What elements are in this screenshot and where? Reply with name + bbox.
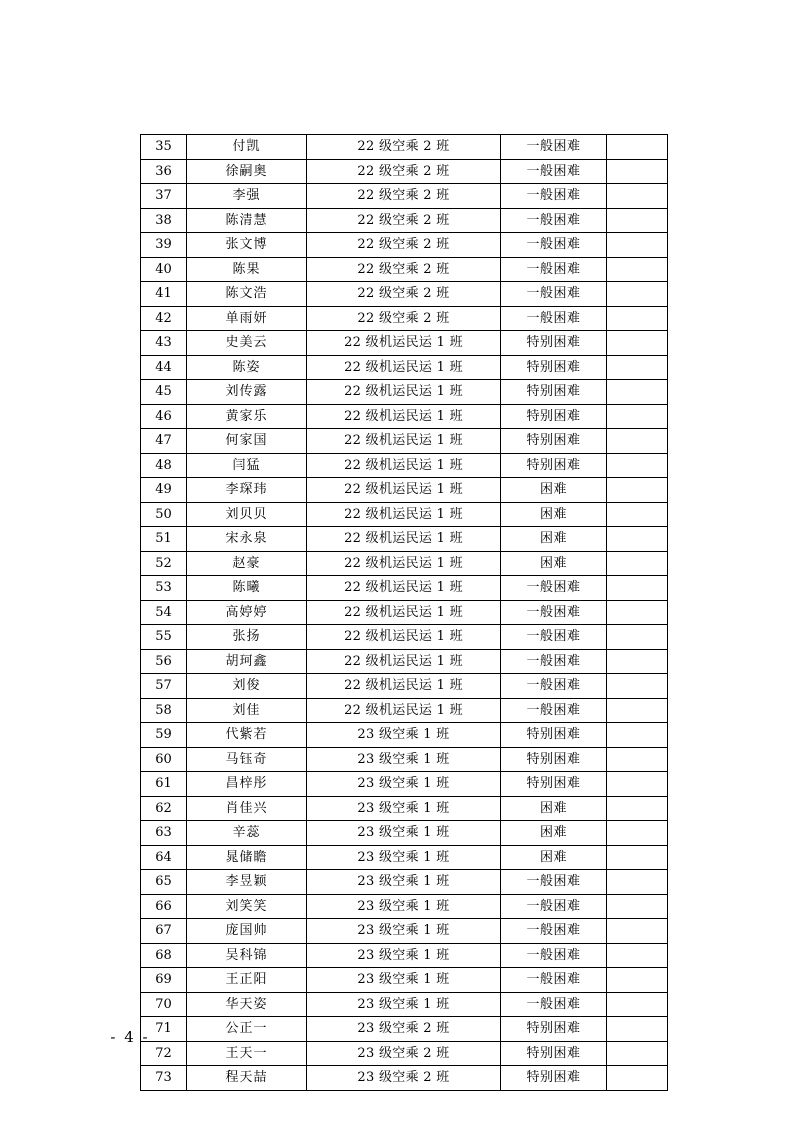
table-row [141,625,668,650]
table-row [141,600,668,625]
cell-index: 71 [141,1017,187,1042]
cell-index: 58 [141,698,187,723]
cell-note [607,600,668,625]
cell-level: 特别困难 [501,1066,607,1091]
table-row [141,698,668,723]
cell-note [607,208,668,233]
cell-note [607,576,668,601]
cell-name: 何家国 [187,429,307,454]
cell-level: 特别困难 [501,1017,607,1042]
cell-name: 王天一 [187,1041,307,1066]
cell-index: 47 [141,429,187,454]
cell-class: 22 级机运民运 1 班 [307,331,501,356]
cell-note [607,649,668,674]
cell-index: 59 [141,723,187,748]
cell-index: 44 [141,355,187,380]
cell-index: 65 [141,870,187,895]
cell-index: 73 [141,1066,187,1091]
cell-level: 一般困难 [501,943,607,968]
cell-index: 52 [141,551,187,576]
cell-index: 72 [141,1041,187,1066]
table-row [141,674,668,699]
table-row [141,796,668,821]
cell-index: 56 [141,649,187,674]
table-row [141,355,668,380]
cell-note [607,943,668,968]
cell-index: 50 [141,502,187,527]
cell-note [607,1041,668,1066]
cell-class: 23 级空乘 1 班 [307,919,501,944]
cell-level: 一般困难 [501,184,607,209]
table-row [141,870,668,895]
cell-index: 42 [141,306,187,331]
cell-note [607,674,668,699]
cell-level: 特别困难 [501,723,607,748]
table-row [141,184,668,209]
table-row [141,845,668,870]
cell-note [607,845,668,870]
cell-note [607,870,668,895]
cell-level: 一般困难 [501,698,607,723]
table-body [141,135,668,1091]
cell-level: 一般困难 [501,306,607,331]
table-row [141,1066,668,1091]
cell-name: 付凯 [187,135,307,160]
cell-name: 晁储瞻 [187,845,307,870]
cell-level: 一般困难 [501,576,607,601]
cell-class: 22 级机运民运 1 班 [307,380,501,405]
cell-class: 23 级空乘 2 班 [307,1017,501,1042]
table-row [141,551,668,576]
cell-note [607,894,668,919]
cell-note [607,772,668,797]
cell-index: 57 [141,674,187,699]
cell-name: 肖佳兴 [187,796,307,821]
cell-index: 39 [141,233,187,258]
cell-level: 一般困难 [501,674,607,699]
cell-name: 闫猛 [187,453,307,478]
cell-index: 61 [141,772,187,797]
cell-class: 22 级机运民运 1 班 [307,527,501,552]
cell-class: 22 级机运民运 1 班 [307,355,501,380]
page-number: - 4 - [110,1028,150,1046]
cell-note [607,992,668,1017]
cell-class: 22 级空乘 2 班 [307,306,501,331]
cell-name: 黄家乐 [187,404,307,429]
cell-name: 公正一 [187,1017,307,1042]
cell-name: 李琛玮 [187,478,307,503]
table-row [141,331,668,356]
cell-note [607,723,668,748]
cell-name: 刘笑笑 [187,894,307,919]
table-row [141,208,668,233]
cell-note [607,159,668,184]
cell-index: 43 [141,331,187,356]
cell-class: 22 级空乘 2 班 [307,135,501,160]
cell-class: 22 级机运民运 1 班 [307,453,501,478]
cell-class: 23 级空乘 1 班 [307,772,501,797]
cell-index: 62 [141,796,187,821]
cell-index: 46 [141,404,187,429]
table-row [141,404,668,429]
cell-index: 63 [141,821,187,846]
cell-level: 一般困难 [501,208,607,233]
cell-index: 48 [141,453,187,478]
cell-class: 23 级空乘 1 班 [307,747,501,772]
cell-class: 22 级机运民运 1 班 [307,600,501,625]
cell-note [607,355,668,380]
cell-name: 王正阳 [187,968,307,993]
cell-class: 22 级空乘 2 班 [307,208,501,233]
cell-class: 22 级机运民运 1 班 [307,478,501,503]
table-row [141,429,668,454]
cell-note [607,429,668,454]
cell-name: 单雨妍 [187,306,307,331]
table-row [141,135,668,160]
cell-class: 22 级机运民运 1 班 [307,698,501,723]
cell-class: 22 级机运民运 1 班 [307,551,501,576]
cell-index: 68 [141,943,187,968]
cell-note [607,453,668,478]
cell-class: 23 级空乘 1 班 [307,870,501,895]
student-hardship-table [140,134,668,1091]
cell-note [607,233,668,258]
cell-index: 49 [141,478,187,503]
cell-note [607,698,668,723]
cell-level: 一般困难 [501,992,607,1017]
cell-note [607,478,668,503]
cell-note [607,1066,668,1091]
table-row [141,306,668,331]
cell-index: 66 [141,894,187,919]
cell-note [607,306,668,331]
cell-note [607,551,668,576]
cell-level: 困难 [501,527,607,552]
table-row [141,919,668,944]
cell-level: 困难 [501,821,607,846]
cell-note [607,796,668,821]
cell-note [607,282,668,307]
cell-level: 一般困难 [501,600,607,625]
cell-name: 张文博 [187,233,307,258]
cell-level: 困难 [501,845,607,870]
cell-class: 23 级空乘 2 班 [307,1066,501,1091]
cell-level: 困难 [501,478,607,503]
table-row [141,894,668,919]
cell-note [607,625,668,650]
cell-level: 特别困难 [501,355,607,380]
cell-note [607,404,668,429]
cell-note [607,502,668,527]
cell-class: 22 级空乘 2 班 [307,282,501,307]
cell-name: 史美云 [187,331,307,356]
cell-class: 23 级空乘 1 班 [307,723,501,748]
cell-index: 70 [141,992,187,1017]
cell-class: 22 级机运民运 1 班 [307,674,501,699]
cell-class: 23 级空乘 1 班 [307,894,501,919]
cell-name: 刘佳 [187,698,307,723]
cell-index: 54 [141,600,187,625]
cell-index: 64 [141,845,187,870]
table-row [141,821,668,846]
table-row [141,943,668,968]
table-row [141,159,668,184]
table-row [141,723,668,748]
table-row [141,576,668,601]
table-row [141,478,668,503]
cell-note [607,257,668,282]
cell-level: 特别困难 [501,1041,607,1066]
cell-level: 困难 [501,796,607,821]
cell-class: 22 级空乘 2 班 [307,159,501,184]
cell-note [607,1017,668,1042]
cell-class: 22 级空乘 2 班 [307,257,501,282]
cell-index: 55 [141,625,187,650]
cell-name: 宋永泉 [187,527,307,552]
cell-level: 一般困难 [501,625,607,650]
cell-level: 特别困难 [501,331,607,356]
table-row [141,772,668,797]
cell-name: 陈文浩 [187,282,307,307]
table-row [141,992,668,1017]
cell-index: 40 [141,257,187,282]
cell-index: 69 [141,968,187,993]
cell-name: 陈姿 [187,355,307,380]
cell-level: 特别困难 [501,747,607,772]
table-row [141,257,668,282]
cell-name: 马钰奇 [187,747,307,772]
cell-class: 23 级空乘 1 班 [307,796,501,821]
cell-note [607,821,668,846]
table-row [141,282,668,307]
cell-level: 一般困难 [501,257,607,282]
cell-level: 一般困难 [501,282,607,307]
cell-level: 特别困难 [501,404,607,429]
cell-name: 刘贝贝 [187,502,307,527]
cell-note [607,184,668,209]
cell-index: 60 [141,747,187,772]
table-row [141,968,668,993]
cell-level: 一般困难 [501,649,607,674]
cell-note [607,919,668,944]
cell-level: 特别困难 [501,772,607,797]
cell-name: 胡珂鑫 [187,649,307,674]
cell-level: 一般困难 [501,159,607,184]
table-row [141,453,668,478]
cell-index: 51 [141,527,187,552]
cell-level: 一般困难 [501,894,607,919]
cell-note [607,968,668,993]
cell-class: 22 级机运民运 1 班 [307,429,501,454]
cell-level: 一般困难 [501,919,607,944]
cell-class: 22 级机运民运 1 班 [307,576,501,601]
cell-note [607,135,668,160]
cell-level: 特别困难 [501,380,607,405]
table-row [141,233,668,258]
cell-name: 陈曦 [187,576,307,601]
cell-note [607,331,668,356]
cell-name: 代紫若 [187,723,307,748]
cell-name: 赵豪 [187,551,307,576]
table-row [141,502,668,527]
cell-index: 36 [141,159,187,184]
table-row [141,380,668,405]
cell-name: 张扬 [187,625,307,650]
cell-level: 一般困难 [501,968,607,993]
cell-name: 华天姿 [187,992,307,1017]
cell-class: 22 级机运民运 1 班 [307,502,501,527]
cell-level: 困难 [501,502,607,527]
table-row [141,747,668,772]
cell-level: 特别困难 [501,453,607,478]
cell-class: 23 级空乘 1 班 [307,845,501,870]
cell-class: 23 级空乘 1 班 [307,943,501,968]
cell-index: 45 [141,380,187,405]
cell-index: 35 [141,135,187,160]
cell-name: 昌梓彤 [187,772,307,797]
cell-class: 22 级空乘 2 班 [307,233,501,258]
cell-name: 刘俊 [187,674,307,699]
cell-level: 特别困难 [501,429,607,454]
cell-name: 陈清慧 [187,208,307,233]
table-row [141,527,668,552]
cell-name: 陈果 [187,257,307,282]
cell-note [607,527,668,552]
table-row [141,649,668,674]
cell-name: 高婷婷 [187,600,307,625]
cell-name: 徐嗣奥 [187,159,307,184]
cell-name: 李昱颖 [187,870,307,895]
cell-index: 38 [141,208,187,233]
cell-index: 41 [141,282,187,307]
cell-level: 困难 [501,551,607,576]
cell-level: 一般困难 [501,135,607,160]
cell-name: 李强 [187,184,307,209]
cell-name: 吴科锦 [187,943,307,968]
cell-class: 22 级空乘 2 班 [307,184,501,209]
cell-class: 22 级机运民运 1 班 [307,625,501,650]
cell-level: 一般困难 [501,233,607,258]
cell-name: 辛蕊 [187,821,307,846]
cell-class: 23 级空乘 1 班 [307,992,501,1017]
cell-class: 23 级空乘 2 班 [307,1041,501,1066]
cell-name: 程天喆 [187,1066,307,1091]
cell-class: 23 级空乘 1 班 [307,968,501,993]
cell-note [607,380,668,405]
cell-index: 37 [141,184,187,209]
cell-class: 22 级机运民运 1 班 [307,649,501,674]
cell-index: 67 [141,919,187,944]
cell-note [607,747,668,772]
cell-level: 一般困难 [501,870,607,895]
cell-class: 23 级空乘 1 班 [307,821,501,846]
cell-name: 刘传露 [187,380,307,405]
cell-class: 22 级机运民运 1 班 [307,404,501,429]
cell-index: 53 [141,576,187,601]
cell-name: 庞国帅 [187,919,307,944]
